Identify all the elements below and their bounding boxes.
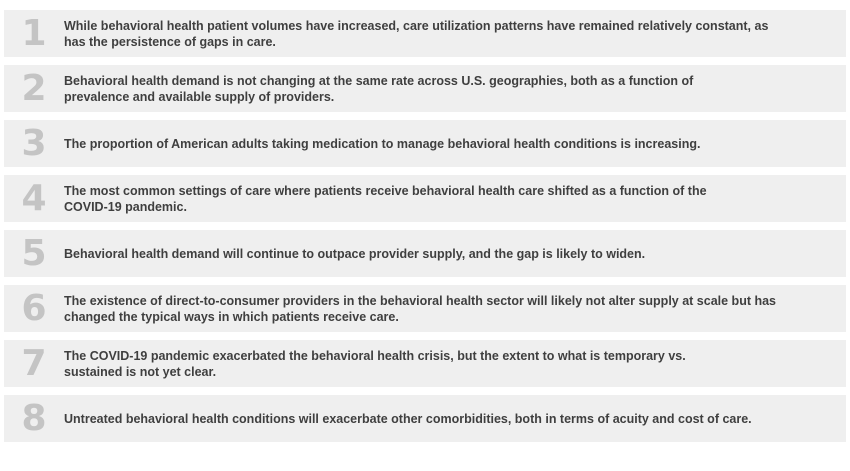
finding-row: [4, 230, 846, 277]
finding-text-container: [64, 120, 828, 167]
finding-text: While behavioral health patient volumes have increased, care utilization patterns have remained relatively constant, as has the persistence of gaps in care.: [64, 18, 769, 49]
finding-text: Untreated behavioral health conditions will exacerbate other comorbidities, both in terms of acuity and cost of care.: [64, 411, 752, 426]
finding-number: 3: [21, 122, 47, 164]
finding-row: [4, 120, 846, 167]
finding-number: 4: [21, 177, 47, 219]
findings-list: [4, 10, 846, 450]
finding-text: Behavioral health demand will continue to outpace provider supply, and the gap is likely to widen.: [64, 246, 646, 261]
finding-row: [4, 340, 846, 387]
finding-text-container: [64, 175, 744, 222]
finding-text: The existence of direct-to-consumer providers in the behavioral health sector will likely not alter supply at scale but has changed the typical ways in which patients receive care.: [64, 293, 776, 324]
finding-number: 5: [21, 232, 47, 274]
finding-number: 2: [21, 67, 47, 109]
finding-text-container: [64, 340, 724, 387]
finding-text: Behavioral health demand is not changing at the same rate across U.S. geographies, both as a function of prevalence and available supply of providers.: [64, 73, 694, 104]
finding-row: [4, 395, 846, 442]
finding-text-container: [64, 395, 828, 442]
finding-text: The proportion of American adults taking medication to manage behavioral health conditions is increasing.: [64, 136, 701, 151]
finding-number: 1: [21, 12, 47, 54]
finding-text-container: [64, 10, 784, 57]
finding-row: [4, 65, 846, 112]
finding-text: The COVID-19 pandemic exacerbated the behavioral health crisis, but the extent to what is temporary vs. sustained is not yet clear.: [64, 348, 686, 379]
finding-number: 7: [21, 342, 47, 384]
finding-text-container: [64, 285, 804, 332]
finding-number: 6: [21, 287, 47, 329]
finding-row: [4, 10, 846, 57]
finding-number: 8: [21, 397, 47, 439]
finding-text-container: [64, 230, 828, 277]
finding-text: The most common settings of care where patients receive behavioral health care shifted as a function of the COVID-19 pandemic.: [64, 183, 707, 214]
finding-row: [4, 175, 846, 222]
finding-row: [4, 285, 846, 332]
finding-text-container: [64, 65, 724, 112]
